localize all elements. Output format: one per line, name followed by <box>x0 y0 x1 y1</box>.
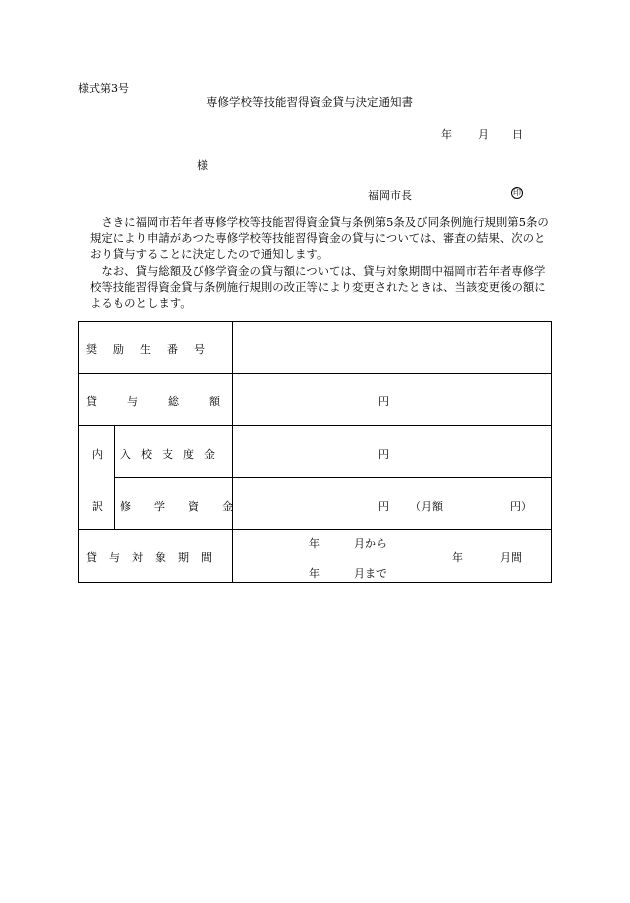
form-number: 様式第3号 <box>78 82 129 95</box>
period-to-month: 月まで <box>354 567 387 580</box>
date-year: 年 <box>441 128 452 141</box>
period-from-year: 年 <box>309 537 320 550</box>
date-month: 月 <box>478 128 489 141</box>
seal-mark-icon: 印 <box>513 188 521 197</box>
study-fund-monthly-open: （月額 <box>410 500 443 513</box>
breakdown-label-top: 内 <box>92 448 103 461</box>
total-loan-unit: 円 <box>378 395 389 408</box>
notice-paragraph-2: なお、貸与総額及び修学資金の貸与額については、貸与対象期間中福岡市若年者専修学校等技能習得資金貸与条例施行規則の改正等により変更されたときは、当該変更後の額によるものとします。 <box>90 263 546 311</box>
study-fund-unit: 円 <box>378 500 389 513</box>
scholar-number-label <box>86 341 226 357</box>
notice-paragraph-1: さきに福岡市若年者専修学校等技能習得資金貸与条例第5条及び同条例施行規則第5条の規定により申請があつた専修学校等技能習得資金の貸与については、審査の結果、次のとおり貸与することに決定したので通知します。 <box>90 215 549 262</box>
breakdown-label-bottom: 訳 <box>92 500 103 513</box>
addressee-suffix: 様 <box>197 159 208 172</box>
date-day: 日 <box>512 128 523 141</box>
study-fund-monthly-close: 円） <box>510 500 532 513</box>
period-total-month: 月間 <box>500 551 522 564</box>
document-title: 専修学校等技能習得資金貸与決定通知書 <box>206 95 413 109</box>
period-to-year: 年 <box>309 567 320 580</box>
scholar-number-label-text: 奨励生番号 <box>86 343 221 356</box>
total-loan-label: 貸与総額 <box>86 395 250 408</box>
period-total-year: 年 <box>452 551 463 564</box>
scholar-number-value[interactable] <box>234 323 550 372</box>
enrollment-preparation-unit: 円 <box>378 448 389 461</box>
enrollment-preparation-label: 入校支度金 <box>120 448 225 461</box>
issuer-name: 福岡市長 <box>368 189 412 202</box>
period-from-month: 月から <box>354 537 387 550</box>
loan-period-label: 貸与対象期間 <box>86 551 224 564</box>
study-fund-label: 修学資金 <box>120 500 256 513</box>
